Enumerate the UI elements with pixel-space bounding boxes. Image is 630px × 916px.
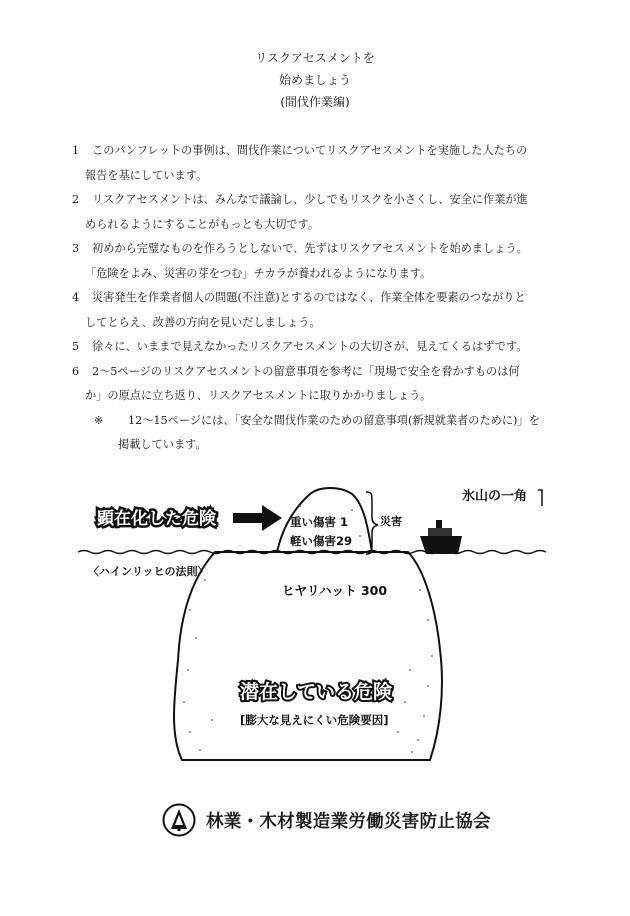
title-block: [0, 47, 630, 113]
heinrich-law-label: 〈ハインリッヒの法則〉: [88, 565, 209, 578]
serious-injury-label: 重い傷害 1: [290, 515, 349, 529]
intro-item-text: か」の原点に立ち返り、リスクアセスメントに取りかかりましょう。: [85, 389, 432, 402]
intro-item-text: 初めから完璧なものを作ろうとしないで、先ずはリスクアセスメントを始めましょう。: [92, 242, 528, 255]
intro-item: [72, 286, 568, 335]
intro-item-text: このパンフレットの事例は、間伐作業についてリスクアセスメントを実施した人たちの: [92, 144, 528, 157]
tip-label-bracket: [538, 490, 542, 506]
tip-of-iceberg-label: 氷山の一角: [462, 489, 528, 504]
association-logo-icon: [162, 803, 196, 837]
manifest-danger-label: 顕在化した危険: [97, 509, 216, 529]
intro-item: [72, 139, 568, 188]
organization-name: 林業・木材製造業労働災害防止協会: [206, 811, 491, 832]
arrow-icon: [233, 505, 282, 531]
intro-item-number: 1: [72, 144, 80, 157]
note-text: 掲載しています。: [118, 438, 207, 451]
title-line-1: リスクアセスメントを: [255, 51, 375, 65]
intro-list: [72, 139, 568, 458]
latent-danger-sublabel: [膨大な見えにくい危険要因]: [240, 713, 389, 727]
minor-injury-label: 軽い傷害29: [290, 534, 353, 548]
iceberg-figure: [0, 470, 630, 790]
near-miss-label: ヒヤリハット 300: [282, 583, 388, 598]
latent-danger-label: 潜在している危険: [240, 681, 393, 703]
intro-item-text: 2〜5ページのリスクアセスメントの留意事項を参考に「現場で安全を脅かすものは何: [92, 364, 520, 378]
ship-icon: [420, 520, 462, 554]
intro-item-text: してとらえ、改善の方向を見いだしましょう。: [85, 315, 321, 329]
intro-item: [72, 188, 568, 237]
footer: [162, 800, 491, 840]
intro-item-number: 5: [72, 340, 80, 353]
title-line-3: (間伐作業編): [280, 95, 350, 109]
intro-item-text: められるようにすることがもっとも大切です。: [85, 217, 320, 231]
intro-item-text: リスクアセスメントは、みんなで議論し、少しでもリスクを小さくし、安全に作業が進: [92, 193, 528, 206]
intro-item-text: 徐々に、いままで見えなかったリスクアセスメントの大切さが、見えてくるはずです。: [92, 340, 528, 353]
intro-item-text: 「危険をよみ、災害の芽をつむ」チカラが養われるようになります。: [85, 266, 432, 280]
intro-item-number: 6: [72, 364, 80, 378]
disaster-label: 災害: [380, 515, 402, 528]
note-mark: ※: [94, 413, 104, 427]
note-text: 12〜15ページには、「安全な間伐作業のための留意事項(新規就業者のために)」を: [128, 413, 540, 427]
note: [72, 409, 568, 458]
intro-item: [72, 335, 568, 360]
intro-item-number: 2: [72, 193, 80, 206]
intro-item: [72, 360, 568, 409]
intro-item-number: 3: [72, 242, 80, 255]
intro-item-number: 4: [72, 291, 80, 304]
intro-item: [72, 237, 568, 286]
intro-item-text: 災害発生を作業者個人の問題(不注意)とするのではなく、作業全体を要素のつながりと: [92, 291, 526, 304]
intro-item-text: 報告を基にしています。: [85, 168, 208, 182]
title-line-2: 始めましょう: [278, 73, 351, 87]
